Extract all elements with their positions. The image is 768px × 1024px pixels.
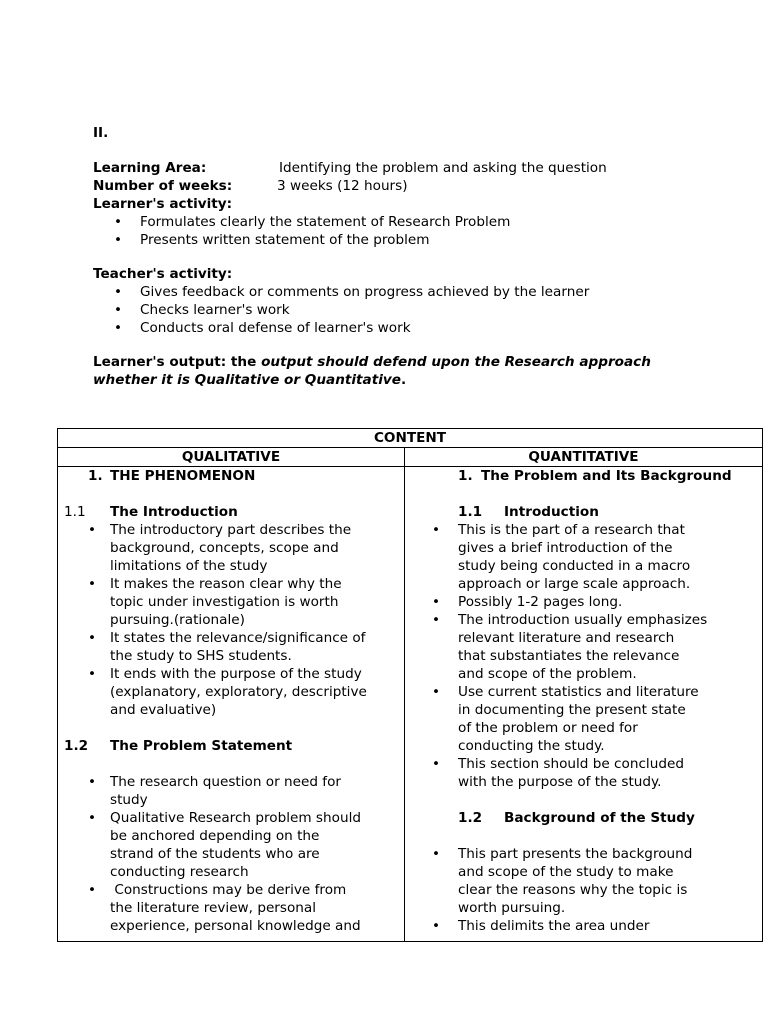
teacher-activity-label: Teacher's activity: (93, 266, 233, 282)
output-label: Learner's output: the (93, 354, 262, 370)
text-line: pursuing.(rationale) (110, 612, 245, 628)
text-line: conducting the study. (458, 738, 605, 754)
subsection-number: 1.1 (458, 504, 483, 520)
output-line-1: output should defend upon the Research approach (261, 354, 651, 370)
learner-activity-list (93, 213, 733, 249)
subsection-title: Introduction (504, 504, 599, 520)
lesson-meta (93, 159, 733, 389)
text-line: approach or large scale approach. (458, 576, 691, 592)
weeks-value: 3 weeks (12 hours) (277, 178, 408, 194)
content-table (57, 428, 763, 942)
list-item: • Checks learner's work (93, 301, 733, 319)
bullet-line: • It makes the reason clear why the (58, 575, 404, 593)
heading-number: 1. (88, 468, 103, 484)
table-title: CONTENT (58, 429, 763, 448)
text-line: strand of the students who are (110, 846, 320, 862)
bullet-line: • Constructions may be derive from (58, 881, 404, 899)
learning-area-row (93, 159, 733, 177)
section-number: II. (93, 125, 109, 141)
subsection-number: 1.1 (64, 504, 86, 520)
text-line: be anchored depending on the (110, 828, 320, 844)
weeks-label: Number of weeks: (93, 178, 233, 194)
text-line: study (110, 792, 148, 808)
list-item: • Formulates clearly the statement of Research Problem (93, 213, 733, 231)
output-period: . (400, 372, 407, 388)
weeks-row (93, 177, 733, 195)
learner-activity-row (93, 195, 733, 213)
learning-area-value: Identifying the problem and asking the question (279, 160, 607, 176)
bullet-line: • It ends with the purpose of the study (58, 665, 404, 683)
bullet-line: • This is the part of a research that (405, 521, 762, 539)
heading-number: 1. (458, 468, 473, 484)
text-line: relevant literature and research (458, 630, 675, 646)
subsection-title: The Problem Statement (110, 738, 293, 754)
text-line: of the problem or need for (458, 720, 638, 736)
heading-text: The Problem and Its Background (481, 468, 732, 484)
column-header-qualitative: QUALITATIVE (58, 448, 405, 467)
bullet-line: • Qualitative Research problem should (58, 809, 404, 827)
column-header-quantitative: QUANTITATIVE (405, 448, 763, 467)
text-line: worth pursuing. (458, 900, 566, 916)
text-line: experience, personal knowledge and (110, 918, 361, 934)
list-item: • Conducts oral defense of learner's work (93, 319, 733, 337)
text-line: the study to SHS students. (110, 648, 292, 664)
text-line: gives a brief introduction of the (458, 540, 673, 556)
qualitative-cell (58, 467, 405, 942)
learner-output (93, 353, 733, 389)
bullet-line: • This delimits the area under (405, 917, 762, 935)
text-line: study being conducted in a macro (458, 558, 691, 574)
text-line: (explanatory, exploratory, descriptive (110, 684, 367, 700)
bullet-line: • This part presents the background (405, 845, 762, 863)
teacher-activity-list (93, 283, 733, 337)
text-line: and scope of the problem. (458, 666, 637, 682)
text-line: topic under investigation is worth (110, 594, 339, 610)
subsection-title: The Introduction (110, 504, 238, 520)
text-line: conducting research (110, 864, 249, 880)
quantitative-cell (405, 467, 763, 942)
teacher-activity-row (93, 265, 733, 283)
output-line-2: whether it is Qualitative or Quantitative (93, 372, 401, 388)
bullet-line: • The introduction usually emphasizes (405, 611, 762, 629)
text-line: clear the reasons why the topic is (458, 882, 688, 898)
bullet-line: • The introductory part describes the (58, 521, 404, 539)
bullet-line: • Use current statistics and literature (405, 683, 762, 701)
text-line: and scope of the study to make (458, 864, 674, 880)
text-line: that substantiates the relevance (458, 648, 680, 664)
text-line: background, concepts, scope and (110, 540, 339, 556)
text-line: in documenting the present state (458, 702, 686, 718)
list-item: • Presents written statement of the problem (93, 231, 733, 249)
bullet-line: • It states the relevance/significance of (58, 629, 404, 647)
text-line: limitations of the study (110, 558, 268, 574)
text-line: and evaluative) (110, 702, 217, 718)
heading-text: THE PHENOMENON (110, 468, 256, 484)
subsection-title: Background of the Study (504, 810, 695, 826)
bullet-line: • The research question or need for (58, 773, 404, 791)
learner-activity-label: Learner's activity: (93, 196, 233, 212)
subsection-number: 1.2 (458, 810, 483, 826)
list-item: • Gives feedback or comments on progress achieved by the learner (93, 283, 733, 301)
bullet-line: • This section should be concluded (405, 755, 762, 773)
bullet-line: • Possibly 1-2 pages long. (405, 593, 762, 611)
text-line: with the purpose of the study. (458, 774, 662, 790)
subsection-number: 1.2 (64, 738, 89, 754)
learning-area-label: Learning Area: (93, 160, 207, 176)
text-line: the literature review, personal (110, 900, 317, 916)
